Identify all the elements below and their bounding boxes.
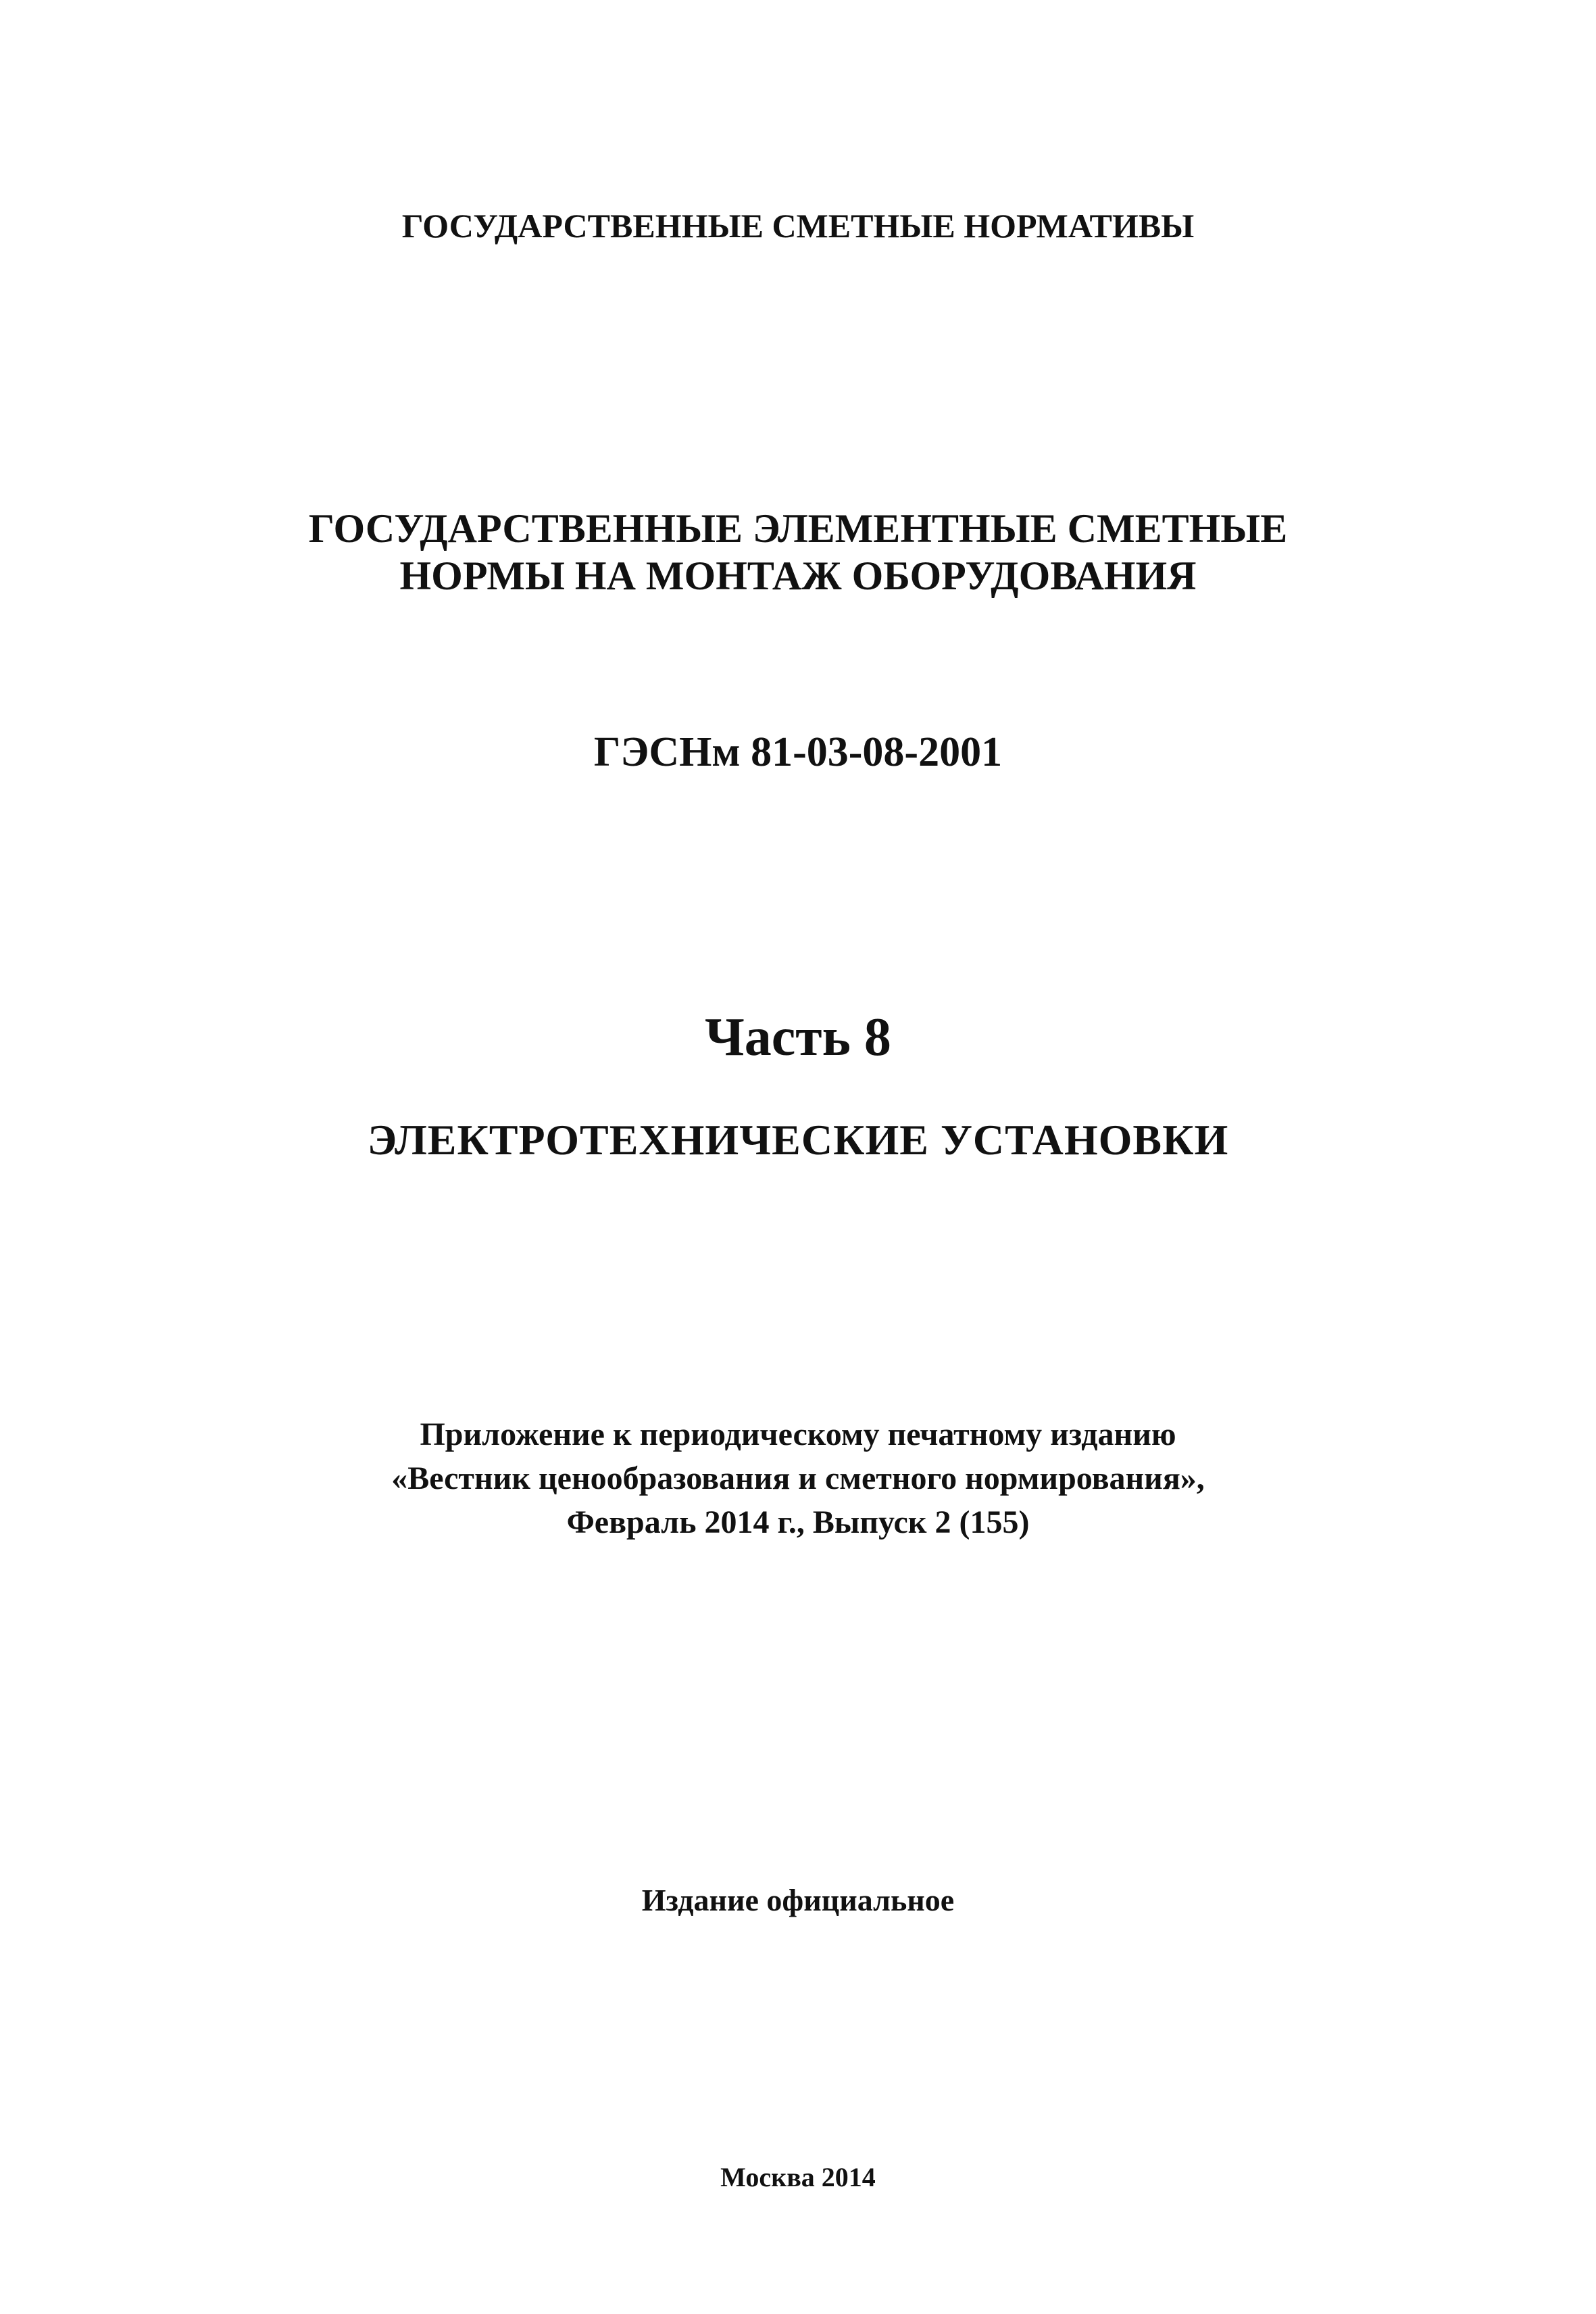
city-year: Москва 2014: [720, 2162, 876, 2192]
document-code: ГЭСНм 81-03-08-2001: [593, 729, 1003, 775]
appendix-line-3: Февраль 2014 г., Выпуск 2 (155): [566, 1504, 1030, 1540]
series-heading: ГОСУДАРСТВЕННЫЕ СМЕТНЫЕ НОРМАТИВЫ: [401, 207, 1195, 245]
document-title-line-2: НОРМЫ НА МОНТАЖ ОБОРУДОВАНИЯ: [399, 553, 1197, 598]
part-number: Часть 8: [705, 1008, 891, 1067]
appendix-line-2: «Вестник ценообразования и сметного нормирования»,: [391, 1460, 1205, 1496]
edition-note: Издание официальное: [641, 1883, 955, 1917]
appendix-line-1: Приложение к периодическому печатному изданию: [420, 1417, 1176, 1452]
document-title-line-1: ГОСУДАРСТВЕННЫЕ ЭЛЕМЕНТНЫЕ СМЕТНЫЕ: [308, 506, 1288, 551]
part-subject: ЭЛЕКТРОТЕХНИЧЕСКИЕ УСТАНОВКИ: [367, 1116, 1229, 1164]
